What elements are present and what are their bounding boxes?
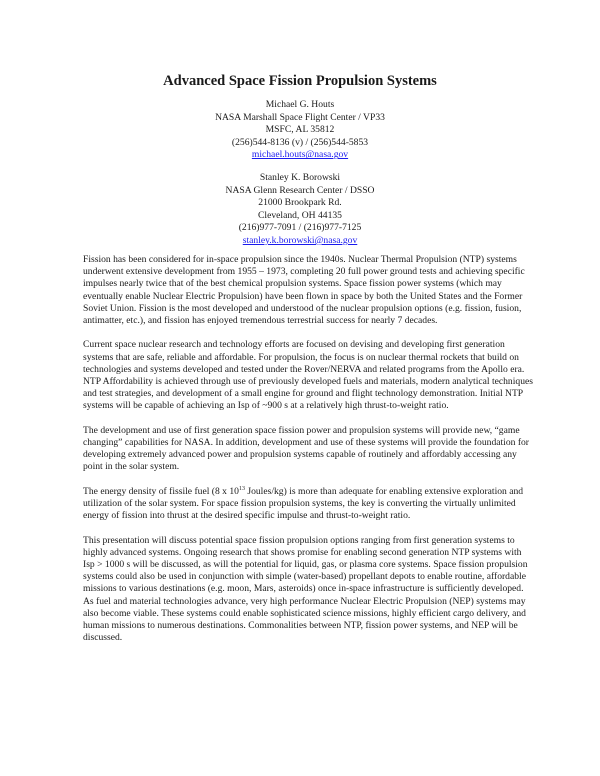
author-email-link[interactable]: michael.houts@nasa.gov [251, 149, 349, 161]
author-address-city: Cleveland, OH 44135 [258, 209, 342, 221]
author-name: Michael G. Houts [265, 99, 335, 110]
paragraph-development: The development and use of first generation space fission power and propulsion systems will provide new, “game changing” capabilities for NASA. In addition, development and use of these systems will provide the foundation for developing extremely advanced power and propulsion systems capable of routinely and affordably accessing any point in the solar system. [83, 424, 530, 473]
paragraph-current-efforts: Current space nuclear research and technology efforts are focused on devising and developing first generation systems that are safe, reliable and affordable. For propulsion, the focus is on nuclear thermal rockets that build on technologies and systems developed and tested under the Rover/NERVA and related programs from the Apollo era. NTP Affordability is achieved through use of previously developed fuels and materials, modern analytical techniques and test strategies, and development of a small engine for ground and flight technology demonstration. Initial NTP systems will be capable of achieving an Isp of ~900 s at a relatively high thrust-to-weight ratio. [83, 339, 533, 412]
energy-text-before: The energy density of fissile fuel (8 x 10 [83, 485, 239, 497]
author-phone: (216)977-7091 / (216)977-7125 [238, 222, 362, 234]
paragraph-history: Fission has been considered for in-space propulsion since the 1940s. Nuclear Thermal Propulsion (NTP) systems underwent extensive development from 1955 – 1973, completing 20 full power ground tests and achieving specific impulses nearly twice that of the best chemical propulsion systems. Space fission power systems (which may eventually enable Nuclear Electric Propulsion) have been flown in space by both the United States and the Former Soviet Union. Fission is the most developed and understood of the nuclear propulsion options (e.g. fission, fusion, antimatter, etc.), and fission has enjoyed tremendous terrestrial success for nearly 7 decades. [83, 254, 525, 327]
paper-title: Advanced Space Fission Propulsion Systems [163, 73, 437, 89]
energy-exponent: 13 [238, 485, 245, 492]
author-phone: (256)544-8136 (v) / (256)544-5853 [231, 136, 369, 148]
abstract-body [83, 254, 535, 657]
author-email-link[interactable]: stanley.k.borowski@nasa.gov [242, 234, 358, 246]
author-organization: NASA Marshall Space Flight Center / VP33 [215, 111, 385, 123]
author-address-street: 21000 Brookpark Rd. [258, 197, 342, 209]
author-address: MSFC, AL 35812 [265, 124, 335, 136]
author-name: Stanley K. Borowski [259, 172, 341, 183]
paragraph-presentation: This presentation will discuss potential space fission propulsion options ranging from first generation systems to highly advanced systems. Ongoing research that shows promise for enabling second generation NTP systems with Isp > 1000 s will be discussed, as will the potential for liquid, gas, or plasma core systems. Space fission propulsion systems could also be used in conjunction with simple (water-based) propellant depots to enable routine, affordable missions to various destinations (e.g. moon, Mars, asteroids) once in-space infrastructure is sufficiently developed. As fuel and material technologies advance, very high performance Nuclear Electric Propulsion (NEP) systems may also become viable. These systems could enable sophisticated science missions, highly efficient cargo delivery, and human missions to numerous destinations. Commonalities between NTP, fission power systems, and NEP will be discussed. [83, 534, 528, 644]
energy-text-after: Joules/kg) is more than adequate for enabling extensive exploration and utilization of the solar system. For space fission propulsion systems, the key is converting the virtually unlimited energy of fission into thrust at the desired specific impulse and thrust-to-weight ratio. [83, 485, 524, 522]
author-block-borowski [0, 172, 600, 248]
author-block-houts [0, 99, 600, 162]
paragraph-energy-density [83, 486, 535, 523]
author-organization: NASA Glenn Research Center / DSSO [225, 184, 375, 196]
